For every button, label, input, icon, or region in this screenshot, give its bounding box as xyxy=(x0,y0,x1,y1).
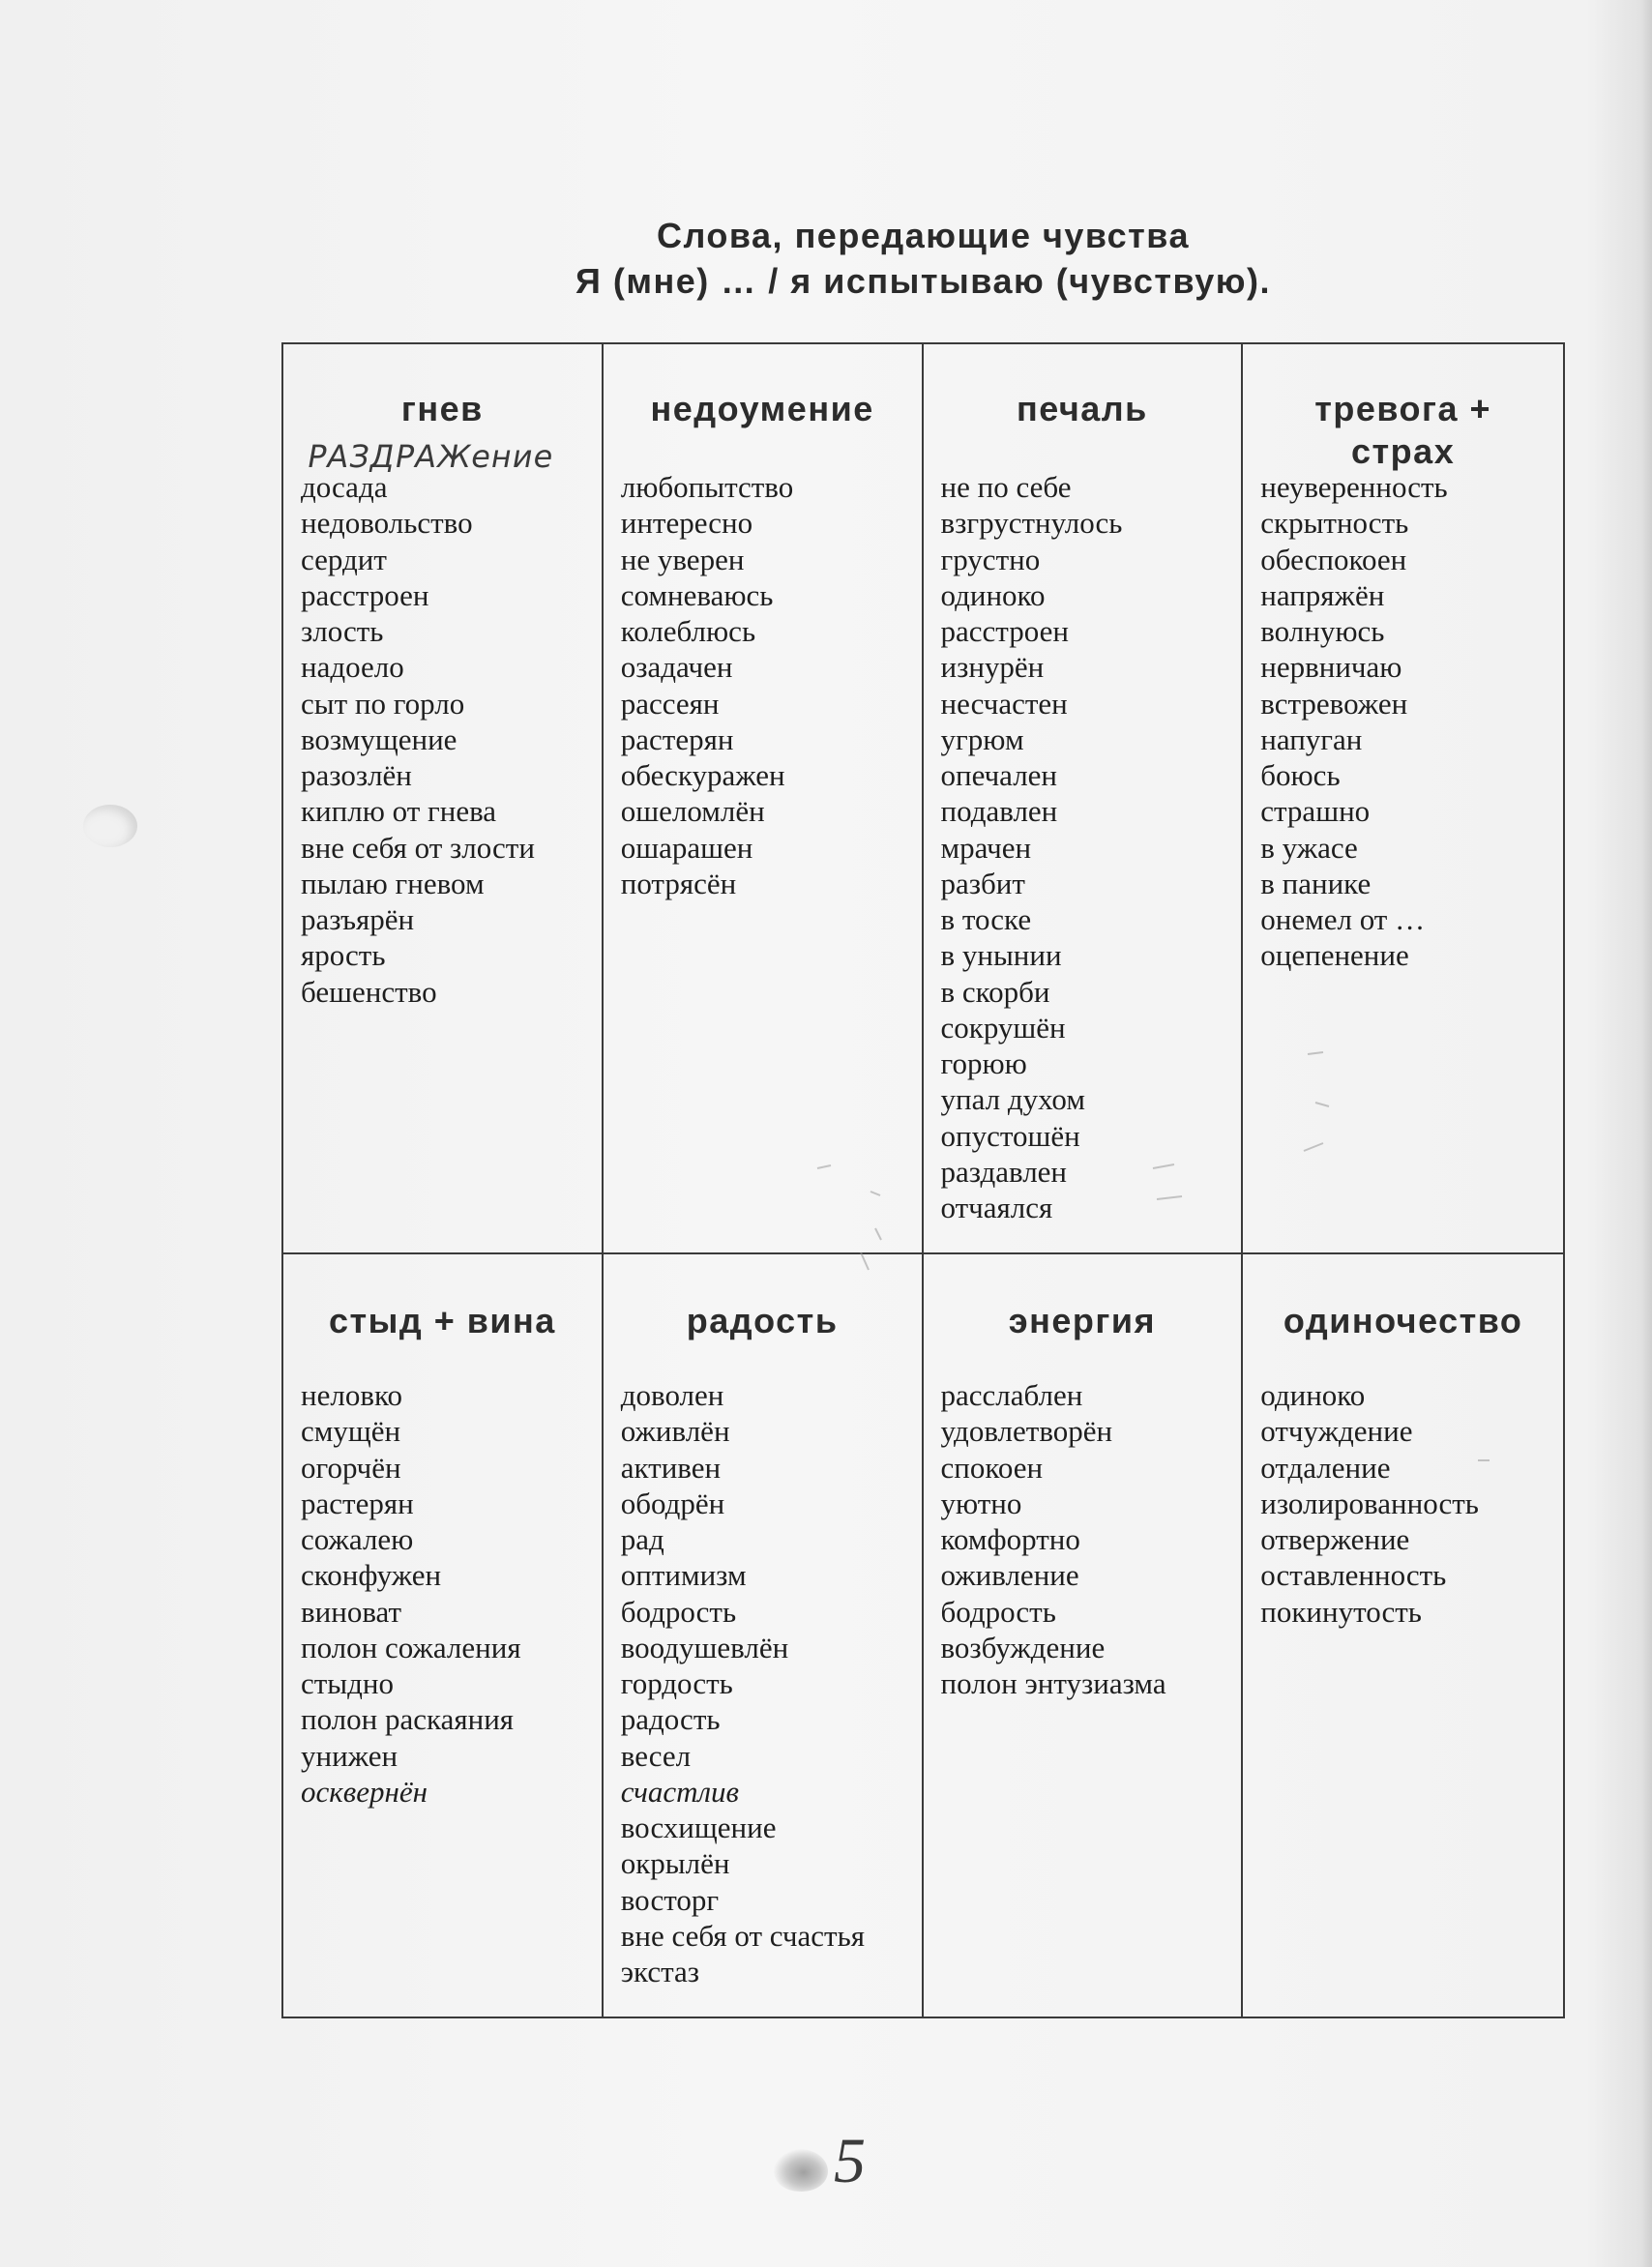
cell-header-line: энергия xyxy=(1008,1301,1157,1340)
ink-smudge xyxy=(774,2149,828,2192)
list-item: расстроен xyxy=(301,577,429,612)
list-item: уютно xyxy=(940,1486,1022,1520)
list-item: не уверен xyxy=(620,542,745,576)
cell-shame-guilt xyxy=(283,1254,604,2017)
list-item: напряжён xyxy=(1260,577,1385,612)
list-item: озадачен xyxy=(620,650,733,685)
list-item: в унынии xyxy=(940,938,1062,973)
list-item: оставленность xyxy=(1260,1558,1447,1593)
list-item: удовлетворён xyxy=(940,1414,1113,1449)
cell-header-line: стыд + вина xyxy=(328,1301,556,1340)
list-item: изнурён xyxy=(940,650,1045,685)
word-list xyxy=(621,469,916,901)
list-item: воодушевлён xyxy=(620,1630,789,1664)
list-item: изолированность xyxy=(1260,1486,1479,1520)
list-item: угрюм xyxy=(940,721,1024,756)
list-item: отдаление xyxy=(1260,1450,1391,1485)
title-block xyxy=(281,213,1565,304)
list-item: сокрушён xyxy=(940,1010,1066,1045)
cell-header xyxy=(924,1300,1242,1342)
list-item: нервничаю xyxy=(1260,650,1402,685)
word-list xyxy=(621,1377,916,1989)
list-item: мрачен xyxy=(940,830,1032,865)
list-item: онемел от … xyxy=(1260,902,1426,936)
word-list xyxy=(1260,1377,1557,1630)
list-item: полон раскаяния xyxy=(301,1702,515,1737)
list-item: покинутость xyxy=(1260,1594,1422,1629)
list-item: унижен xyxy=(301,1738,398,1773)
list-item: бодрость xyxy=(940,1594,1056,1629)
list-item: не по себе xyxy=(940,470,1072,504)
list-item: доволен xyxy=(620,1378,724,1412)
list-item: киплю от гнева xyxy=(301,794,497,829)
cell-header xyxy=(604,388,922,430)
list-item: отчуждение xyxy=(1260,1414,1413,1449)
list-item: пылаю гневом xyxy=(301,866,485,900)
list-item: напуган xyxy=(1260,721,1363,756)
list-item: ошарашен xyxy=(620,830,753,865)
list-item: спокоен xyxy=(940,1450,1044,1485)
punch-hole-shadow xyxy=(83,805,137,847)
list-item: ошеломлён xyxy=(620,794,765,829)
list-item: счастлив xyxy=(620,1774,740,1809)
list-item: обеспокоен xyxy=(1260,542,1407,576)
cell-header xyxy=(1243,388,1563,473)
list-item: встревожен xyxy=(1260,686,1408,721)
cell-joy xyxy=(604,1254,924,2017)
list-item: горюю xyxy=(940,1046,1027,1080)
list-item: разъярён xyxy=(301,902,415,936)
cell-header-line: радость xyxy=(686,1301,839,1340)
page-subtitle: Я (мне) … / я испытываю (чувствую). xyxy=(575,261,1271,301)
list-item: сожалею xyxy=(301,1522,414,1556)
cell-anger xyxy=(283,344,604,1254)
list-item: растерян xyxy=(301,1486,414,1520)
cell-header-line: тревога + xyxy=(1314,389,1492,428)
list-item: отчаялся xyxy=(940,1191,1053,1224)
list-item: взгрустнулось xyxy=(940,506,1123,541)
list-item: опечален xyxy=(940,758,1058,792)
list-item: в тоске xyxy=(940,902,1032,936)
list-item: осквернён xyxy=(301,1774,428,1809)
list-item: упал духом xyxy=(940,1082,1085,1117)
list-item: активен xyxy=(620,1450,722,1485)
list-item: полон сожаления xyxy=(301,1630,521,1664)
list-item: недовольство xyxy=(301,506,473,541)
list-item: растерян xyxy=(620,721,734,756)
emotion-words-table xyxy=(281,342,1565,2018)
list-item: экстаз xyxy=(620,1955,700,1988)
cell-bewilderment xyxy=(604,344,924,1254)
cell-header xyxy=(604,1300,922,1342)
cell-header xyxy=(1243,1300,1563,1342)
list-item: в ужасе xyxy=(1260,830,1358,865)
list-item: колеблюсь xyxy=(620,614,756,648)
list-item: скрытность xyxy=(1260,506,1409,541)
list-item: оптимизм xyxy=(620,1558,747,1593)
cell-energy xyxy=(924,1254,1244,2017)
list-item: восхищение xyxy=(620,1811,777,1844)
list-item: страшно xyxy=(1260,794,1371,829)
list-item: восторг xyxy=(620,1882,720,1917)
list-item: одиноко xyxy=(940,577,1046,612)
list-item: рассеян xyxy=(620,686,720,721)
list-item: интересно xyxy=(620,506,753,541)
list-item: бешенство xyxy=(301,974,437,1009)
list-item: ярость xyxy=(301,938,386,973)
cell-header-line: страх xyxy=(1351,431,1456,471)
word-list xyxy=(941,469,1236,1225)
list-item: неловко xyxy=(301,1378,402,1412)
list-item: оживление xyxy=(940,1558,1079,1593)
list-item: сконфужен xyxy=(301,1558,442,1593)
list-item: гордость xyxy=(620,1666,733,1700)
list-item: радость xyxy=(620,1702,721,1737)
list-item: боюсь xyxy=(1260,758,1341,792)
list-item: возмущение xyxy=(301,721,457,756)
handwritten-note: РАЗДРАЖение xyxy=(304,438,557,475)
list-item: оцепенение xyxy=(1260,938,1409,973)
cell-sadness xyxy=(924,344,1244,1254)
word-list xyxy=(301,1377,596,1810)
list-item: досада xyxy=(301,470,388,504)
list-item: оживлён xyxy=(620,1414,730,1449)
list-item: любопытство xyxy=(620,470,794,504)
list-item: виноват xyxy=(301,1594,402,1629)
cell-header-line: одиночество xyxy=(1283,1301,1523,1340)
list-item: огорчён xyxy=(301,1450,401,1485)
cell-loneliness xyxy=(1243,1254,1563,2017)
cell-header-line: печаль xyxy=(1016,389,1148,428)
cell-header xyxy=(283,388,602,430)
list-item: надоело xyxy=(301,650,404,685)
list-item: стыдно xyxy=(301,1666,394,1700)
list-item: комфортно xyxy=(940,1522,1080,1556)
cell-header xyxy=(924,388,1242,430)
list-item: несчастен xyxy=(940,686,1068,721)
list-item: одиноко xyxy=(1260,1378,1366,1412)
list-item: неуверенность xyxy=(1260,470,1448,504)
cell-header xyxy=(283,1300,602,1342)
list-item: вне себя от счастья xyxy=(620,1918,865,1953)
list-item: разозлён xyxy=(301,758,412,792)
list-item: обескуражен xyxy=(620,758,785,792)
list-item: вне себя от злости xyxy=(301,830,535,865)
list-item: в панике xyxy=(1260,866,1372,900)
cell-header-line: недоумение xyxy=(650,389,874,428)
cell-anxiety-fear xyxy=(1243,344,1563,1254)
word-list xyxy=(1260,469,1557,974)
list-item: бодрость xyxy=(620,1594,737,1629)
list-item: окрылён xyxy=(620,1846,730,1881)
word-list xyxy=(941,1377,1236,1701)
list-item: возбуждение xyxy=(940,1630,1106,1664)
page-number: 5 xyxy=(834,2126,866,2196)
list-item: разбит xyxy=(940,866,1025,900)
list-item: полон энтузиазма xyxy=(940,1666,1166,1700)
list-item: сомневаюсь xyxy=(620,577,774,612)
list-item: весел xyxy=(620,1738,692,1773)
word-list xyxy=(301,469,596,1010)
list-item: отвержение xyxy=(1260,1522,1410,1556)
cell-header-line: гнев xyxy=(400,389,484,428)
list-item: ободрён xyxy=(620,1486,725,1520)
list-item: в скорби xyxy=(940,974,1050,1009)
list-item: подавлен xyxy=(940,794,1058,829)
page-title: Слова, передающие чувства xyxy=(657,216,1190,255)
list-item: рад xyxy=(620,1522,664,1556)
list-item: сердит xyxy=(301,542,387,576)
list-item: злость xyxy=(301,614,384,648)
list-item: грустно xyxy=(940,542,1041,576)
list-item: расслаблен xyxy=(940,1378,1083,1412)
list-item: раздавлен xyxy=(940,1154,1068,1189)
list-item: волнуюсь xyxy=(1260,614,1385,648)
list-item: сыт по горло xyxy=(301,686,465,721)
list-item: смущён xyxy=(301,1414,401,1449)
list-item: расстроен xyxy=(940,614,1069,648)
list-item: опустошён xyxy=(940,1118,1080,1153)
list-item: потрясён xyxy=(620,866,737,900)
